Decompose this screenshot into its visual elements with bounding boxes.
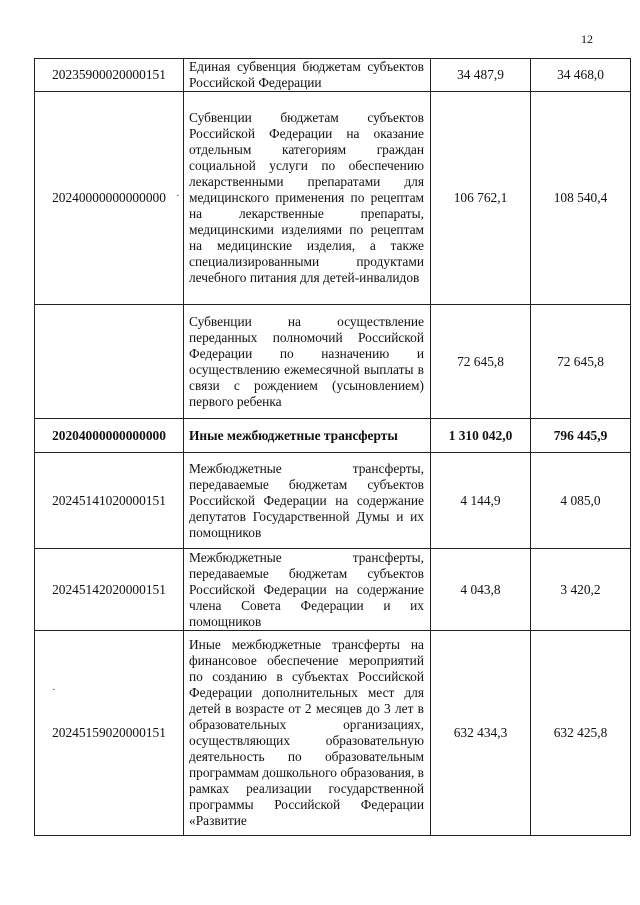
row-value-2: 108 540,4 bbox=[531, 92, 631, 305]
row-description: Иные межбюджетные трансферты на финансовое обеспечение мероприятий по созданию в субъектах Российской Федерации дополнительных мест для детей в возрасте от 2 месяцев до 3 лет в образовательных организациях, осуществляющих образовательную деятельность по образовательным программам дошкольного образования, в рамках реализации государственной программы Российской Федерации «Развитие bbox=[184, 631, 431, 836]
row-value-2: 72 645,8 bbox=[531, 305, 631, 419]
row-code: 20240000000000000 bbox=[35, 92, 184, 305]
row-code: 20204000000000000 bbox=[35, 419, 184, 453]
table-row bbox=[35, 59, 631, 92]
row-value-1: 1 310 042,0 bbox=[431, 419, 531, 453]
row-value-2: 632 425,8 bbox=[531, 631, 631, 836]
table-row bbox=[35, 549, 631, 631]
table-row bbox=[35, 92, 631, 305]
row-value-2: 4 085,0 bbox=[531, 453, 631, 549]
row-code bbox=[35, 305, 184, 419]
row-description: Межбюджетные трансферты, передаваемые бюджетам субъектов Российской Федерации на содержание депутатов Государственной Думы и их помощников bbox=[184, 453, 431, 549]
row-description: Межбюджетные трансферты, передаваемые бюджетам субъектов Российской Федерации на содержание члена Совета Федерации и их помощников bbox=[184, 549, 431, 631]
budget-table bbox=[34, 58, 631, 836]
table-row bbox=[35, 631, 631, 836]
row-value-1: 106 762,1 bbox=[431, 92, 531, 305]
page-number: 12 bbox=[581, 32, 593, 46]
row-value-1: 72 645,8 bbox=[431, 305, 531, 419]
row-value-1: 4 043,8 bbox=[431, 549, 531, 631]
row-value-1: 632 434,3 bbox=[431, 631, 531, 836]
row-code: 20245142020000151 bbox=[35, 549, 184, 631]
row-description: Субвенции на осуществление переданных полномочий Российской Федерации по назначению и осуществлению ежемесячной выплаты в связи с рождением (усыновлением) первого ребенка bbox=[184, 305, 431, 419]
row-description: Единая субвенция бюджетам субъектов Российской Федерации bbox=[184, 59, 431, 92]
row-code: 20245141020000151 bbox=[35, 453, 184, 549]
scan-speck: · bbox=[52, 684, 56, 696]
row-code: 20245159020000151 bbox=[35, 631, 184, 836]
row-description: Иные межбюджетные трансферты bbox=[184, 419, 431, 453]
table-row bbox=[35, 419, 631, 453]
row-value-2: 796 445,9 bbox=[531, 419, 631, 453]
row-value-2: 34 468,0 bbox=[531, 59, 631, 92]
row-description: Субвенции бюджетам субъектов Российской Федерации на оказание отдельным категориям граждан социальной услуги по обеспечению лекарственными препаратами для медицинского применения по рецептам на лекарственные препараты, медицинскими изделиями по рецептам на медицинские изделия, а также специализированными продуктами лечебного питания для детей-инвалидов bbox=[184, 92, 431, 305]
row-value-2: 3 420,2 bbox=[531, 549, 631, 631]
row-value-1: 34 487,9 bbox=[431, 59, 531, 92]
table-row bbox=[35, 453, 631, 549]
scan-speck: · bbox=[176, 190, 180, 202]
table-row bbox=[35, 305, 631, 419]
row-value-1: 4 144,9 bbox=[431, 453, 531, 549]
row-code: 20235900020000151 bbox=[35, 59, 184, 92]
